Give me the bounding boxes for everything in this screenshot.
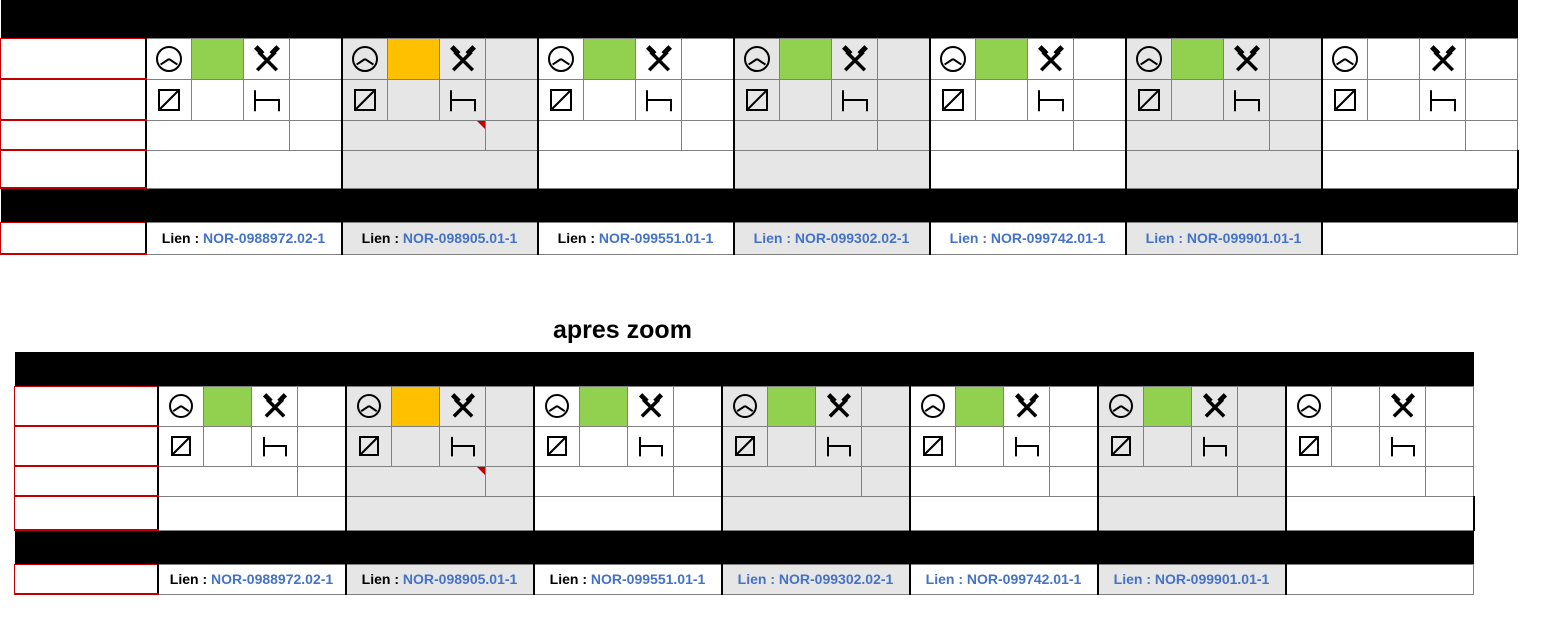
rest-icon	[1004, 426, 1050, 466]
label-hors-carte	[1, 120, 146, 150]
rest-time	[1270, 79, 1322, 120]
rest-icon	[244, 79, 290, 120]
drive-icon	[538, 38, 584, 79]
note-hint[interactable]	[158, 466, 298, 496]
hors-carte-time	[682, 120, 734, 150]
work-time	[1270, 38, 1322, 79]
work-time	[298, 386, 346, 426]
work-time	[1074, 38, 1126, 79]
drive-time	[580, 386, 628, 426]
rest-time	[1074, 79, 1126, 120]
rest-time	[486, 79, 538, 120]
drive-icon	[1126, 38, 1172, 79]
availability-time	[1172, 79, 1224, 120]
availability-icon	[342, 79, 388, 120]
rest-icon	[252, 426, 298, 466]
document-reference-link[interactable]: NOR-098905.01-1	[399, 571, 518, 587]
note-hint[interactable]	[734, 120, 878, 150]
work-icon	[252, 386, 298, 426]
drive-time	[1172, 38, 1224, 79]
rest-time	[486, 426, 534, 466]
hors-carte-time	[1050, 466, 1098, 496]
document-reference-link[interactable]: NOR-099742.01-1	[963, 571, 1082, 587]
drive-time	[1332, 386, 1380, 426]
link-prefix: Lien :	[557, 230, 596, 246]
availability-icon	[1286, 426, 1332, 466]
drive-time	[584, 38, 636, 79]
note-hint[interactable]	[346, 466, 486, 496]
link-prefix: Lien :	[753, 230, 792, 246]
availability-time	[1332, 426, 1380, 466]
cmr-link	[1286, 564, 1474, 594]
hors-carte-time	[1238, 466, 1286, 496]
note-hint[interactable]	[1286, 466, 1426, 496]
work-icon	[440, 386, 486, 426]
hors-carte-time	[298, 466, 346, 496]
availability-icon	[910, 426, 956, 466]
rest-icon	[628, 426, 674, 466]
hors-carte-time	[486, 120, 538, 150]
availability-time	[768, 426, 816, 466]
work-icon	[816, 386, 862, 426]
work-icon	[1192, 386, 1238, 426]
drive-time	[388, 38, 440, 79]
drive-time	[956, 386, 1004, 426]
availability-icon	[1126, 79, 1172, 120]
rest-icon	[440, 426, 486, 466]
work-icon	[1380, 386, 1426, 426]
header-title	[146, 0, 1518, 38]
paid-hours	[534, 496, 722, 530]
document-reference-link[interactable]: NOR-099901.01-1	[1183, 230, 1302, 246]
rest-icon	[440, 79, 486, 120]
availability-icon	[722, 426, 768, 466]
cmr-link[interactable]	[146, 222, 342, 254]
availability-time	[1368, 79, 1420, 120]
drive-icon	[722, 386, 768, 426]
availability-icon	[538, 79, 584, 120]
document-reference-link[interactable]: NOR-098905.01-1	[399, 230, 518, 246]
paid-hours	[1098, 496, 1286, 530]
availability-icon	[1322, 79, 1368, 120]
link-prefix: Lien :	[925, 571, 964, 587]
hors-carte-time	[1466, 120, 1518, 150]
work-icon	[628, 386, 674, 426]
paid-hours	[1322, 150, 1518, 188]
drive-time	[192, 38, 244, 79]
paid-hours	[734, 150, 930, 188]
hors-carte-time	[290, 120, 342, 150]
hors-carte-time	[878, 120, 930, 150]
availability-time	[580, 426, 628, 466]
paid-hours	[342, 150, 538, 188]
rest-icon	[636, 79, 682, 120]
cmr-link[interactable]	[930, 222, 1126, 254]
header-bar-spacer	[15, 352, 158, 386]
document-reference-link[interactable]: NOR-099901.01-1	[1151, 571, 1270, 587]
refs-bar-spacer	[15, 530, 158, 564]
work-icon	[636, 38, 682, 79]
availability-icon	[1098, 426, 1144, 466]
rest-time	[1050, 426, 1098, 466]
note-hint[interactable]	[534, 466, 674, 496]
paid-hours	[346, 496, 534, 530]
paid-hours	[146, 150, 342, 188]
link-prefix: Lien :	[161, 230, 200, 246]
drive-icon	[910, 386, 956, 426]
hors-carte-time	[862, 466, 910, 496]
availability-time	[388, 79, 440, 120]
drive-time	[204, 386, 252, 426]
work-icon	[1420, 38, 1466, 79]
work-time	[290, 38, 342, 79]
note-hint[interactable]	[910, 466, 1050, 496]
drive-icon	[342, 38, 388, 79]
link-prefix: Lien :	[169, 571, 208, 587]
availability-icon	[146, 79, 192, 120]
hors-carte-time	[486, 466, 534, 496]
availability-time	[392, 426, 440, 466]
cmr-link[interactable]	[342, 222, 538, 254]
label-cmr	[15, 564, 158, 594]
cmr-link	[1322, 222, 1518, 254]
document-reference-link[interactable]: NOR-0988972.02-1	[207, 571, 334, 587]
document-reference-link[interactable]: NOR-099551.01-1	[595, 230, 714, 246]
note-hint[interactable]	[1098, 466, 1238, 496]
availability-icon	[346, 426, 392, 466]
zoom-caption: apres zoom	[553, 316, 692, 344]
cmr-link[interactable]	[722, 564, 910, 594]
link-prefix: Lien :	[949, 230, 988, 246]
rest-icon	[1224, 79, 1270, 120]
paid-hours	[1126, 150, 1322, 188]
refs-title	[158, 530, 1474, 564]
note-hint[interactable]	[538, 120, 682, 150]
label-cmr	[1, 222, 146, 254]
availability-time	[1144, 426, 1192, 466]
label-dispo-repos	[15, 426, 158, 466]
work-icon	[832, 38, 878, 79]
availability-icon	[534, 426, 580, 466]
hors-carte-time	[1270, 120, 1322, 150]
drive-time	[780, 38, 832, 79]
hors-carte-time	[1426, 466, 1474, 496]
availability-icon	[158, 426, 204, 466]
document-reference-link[interactable]: NOR-099742.01-1	[987, 230, 1106, 246]
label-dispo-repos	[1, 79, 146, 120]
note-hint[interactable]	[722, 466, 862, 496]
availability-time	[780, 79, 832, 120]
rest-time	[298, 426, 346, 466]
timesheet-table-after-zoom	[14, 352, 1475, 595]
availability-time	[956, 426, 1004, 466]
cmr-link[interactable]	[534, 564, 722, 594]
cmr-link[interactable]	[910, 564, 1098, 594]
availability-time	[192, 79, 244, 120]
label-conduite-travail	[1, 38, 146, 79]
label-hors-carte	[15, 466, 158, 496]
paid-hours	[1286, 496, 1474, 530]
drive-icon	[1286, 386, 1332, 426]
header-title	[158, 352, 1474, 386]
drive-icon	[346, 386, 392, 426]
header-bar-row	[15, 352, 1474, 386]
rest-time	[1426, 426, 1474, 466]
document-reference-link[interactable]: NOR-099551.01-1	[587, 571, 706, 587]
work-time	[486, 386, 534, 426]
rest-time	[1238, 426, 1286, 466]
paid-hours	[722, 496, 910, 530]
note-hint[interactable]	[1322, 120, 1466, 150]
rest-icon	[1028, 79, 1074, 120]
hors-carte-time	[1074, 120, 1126, 150]
paid-hours	[538, 150, 734, 188]
drive-icon	[158, 386, 204, 426]
drive-icon	[734, 38, 780, 79]
availability-time	[204, 426, 252, 466]
availability-time	[976, 79, 1028, 120]
link-prefix: Lien :	[1113, 571, 1152, 587]
label-heures-payees	[1, 150, 146, 188]
availability-icon	[930, 79, 976, 120]
timesheet-table-before-zoom	[0, 0, 1519, 255]
availability-icon	[734, 79, 780, 120]
rest-time	[290, 79, 342, 120]
drive-icon	[930, 38, 976, 79]
work-icon	[1004, 386, 1050, 426]
note-hint[interactable]	[1126, 120, 1270, 150]
rest-time	[674, 426, 722, 466]
drive-time	[392, 386, 440, 426]
drive-time	[1368, 38, 1420, 79]
paid-hours	[158, 496, 346, 530]
refs-bar-spacer	[1, 188, 146, 222]
link-prefix: Lien :	[361, 571, 400, 587]
label-heures-payees	[15, 496, 158, 530]
note-hint[interactable]	[146, 120, 290, 150]
drive-icon	[146, 38, 192, 79]
rest-time	[862, 426, 910, 466]
drive-icon	[1098, 386, 1144, 426]
rest-time	[878, 79, 930, 120]
cmr-link[interactable]	[346, 564, 534, 594]
work-time	[862, 386, 910, 426]
rest-time	[682, 79, 734, 120]
cmr-link[interactable]	[1126, 222, 1322, 254]
hors-carte-time	[674, 466, 722, 496]
drive-time	[1144, 386, 1192, 426]
header-bar-spacer	[1, 0, 146, 38]
link-prefix: Lien :	[549, 571, 588, 587]
link-prefix: Lien :	[361, 230, 400, 246]
link-prefix: Lien :	[737, 571, 776, 587]
note-hint[interactable]	[930, 120, 1074, 150]
refs-title	[146, 188, 1518, 222]
drive-icon	[1322, 38, 1368, 79]
cmr-link[interactable]	[538, 222, 734, 254]
work-time	[1426, 386, 1474, 426]
work-time	[1238, 386, 1286, 426]
document-reference-link[interactable]: NOR-099302.02-1	[775, 571, 894, 587]
work-icon	[244, 38, 290, 79]
work-icon	[440, 38, 486, 79]
work-icon	[1224, 38, 1270, 79]
label-conduite-travail	[15, 386, 158, 426]
work-time	[674, 386, 722, 426]
rest-icon	[832, 79, 878, 120]
drive-time	[768, 386, 816, 426]
rest-icon	[816, 426, 862, 466]
cmr-link[interactable]	[734, 222, 930, 254]
work-time	[682, 38, 734, 79]
rest-icon	[1380, 426, 1426, 466]
drive-icon	[534, 386, 580, 426]
cmr-link[interactable]	[1098, 564, 1286, 594]
work-icon	[1028, 38, 1074, 79]
availability-time	[584, 79, 636, 120]
paid-hours	[910, 496, 1098, 530]
link-prefix: Lien :	[1145, 230, 1184, 246]
note-hint[interactable]	[342, 120, 486, 150]
document-reference-link[interactable]: NOR-099302.02-1	[791, 230, 910, 246]
work-time	[486, 38, 538, 79]
drive-time	[976, 38, 1028, 79]
work-time	[1050, 386, 1098, 426]
header-bar-row	[1, 0, 1518, 38]
paid-hours	[930, 150, 1126, 188]
rest-icon	[1420, 79, 1466, 120]
rest-icon	[1192, 426, 1238, 466]
work-time	[1466, 38, 1518, 79]
document-reference-link[interactable]: NOR-0988972.02-1	[199, 230, 326, 246]
rest-time	[1466, 79, 1518, 120]
work-time	[878, 38, 930, 79]
cmr-link[interactable]	[158, 564, 346, 594]
